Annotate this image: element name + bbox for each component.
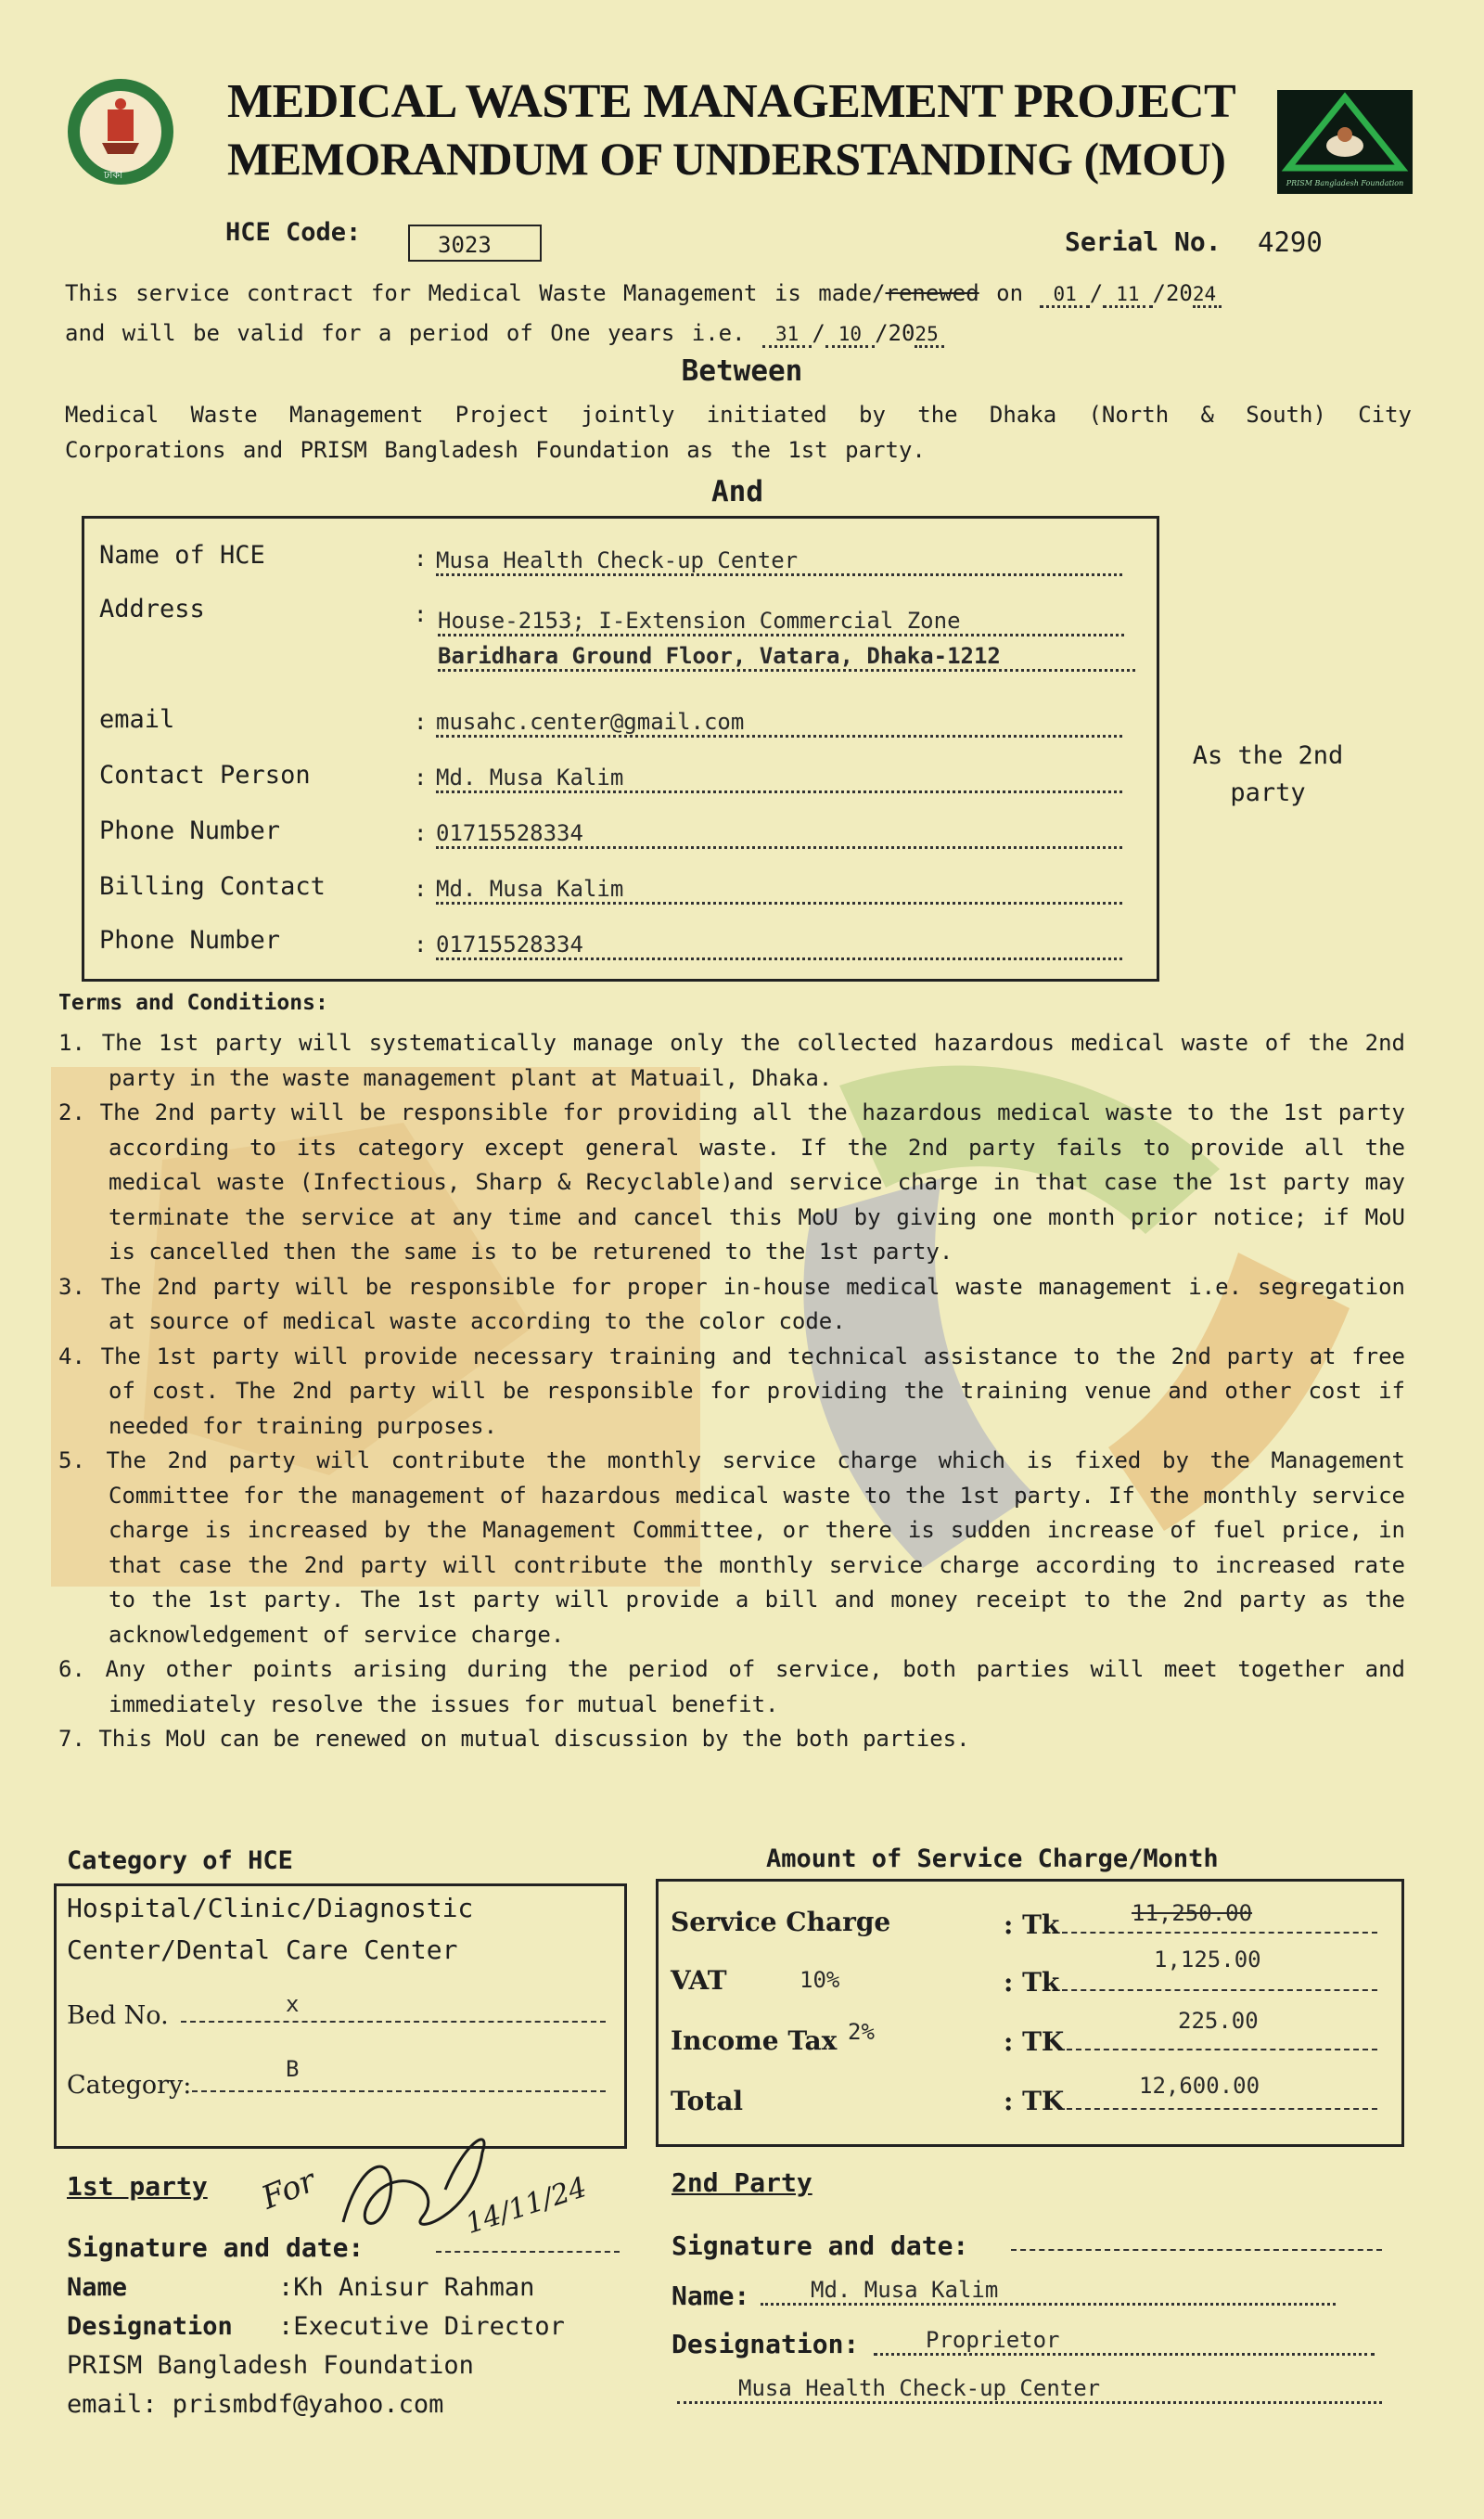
income-tax-amount: 225.00 — [1178, 2008, 1259, 2034]
contract-line2-text: and will be valid for a period of One years i.e. — [65, 320, 746, 346]
second-party-signature-line — [1011, 2249, 1382, 2251]
contact-person-label: Contact Person — [99, 761, 311, 790]
phone-label-2: Phone Number — [99, 926, 281, 955]
slash-2: / — [812, 320, 825, 346]
colon: : — [414, 876, 428, 902]
first-party-designation-label: Designation — [67, 2312, 233, 2341]
term-item-1: 1. The 1st party will systematically manage only the collected hazardous medical waste of the 2nd party in the waste management plant at Matuail, Dhaka. — [58, 1030, 1405, 1091]
bed-no-value: x — [286, 1991, 300, 2017]
vat-prefix: : Tk — [1004, 1967, 1060, 1998]
year-prefix-2: /20 — [875, 320, 915, 346]
valid-month: 10 — [825, 323, 875, 348]
income-tax-line — [1067, 2049, 1377, 2050]
valid-year: 25 — [915, 323, 943, 348]
term-item-3: 3. The 2nd party will be responsible for proper in-house medical waste management i.e. segregation at source of medical waste according to the color code. — [58, 1273, 1405, 1334]
phone-label: Phone Number — [99, 816, 281, 845]
terms-list — [58, 1026, 1405, 1757]
terms-heading: Terms and Conditions: — [58, 991, 328, 1015]
signature-for-text: For — [256, 2162, 321, 2217]
income-tax-rate: 2% — [848, 2019, 875, 2045]
renewed-strike: renewed — [885, 280, 979, 306]
term-item-6: 6. Any other points arising during the period of service, both parties will meet together and immediately resolve the issues for mutual benefit. — [58, 1656, 1405, 1717]
second-party-note: As the 2nd party — [1192, 741, 1344, 807]
category-type-line-2: Center/Dental Care Center — [67, 1934, 458, 1965]
colon: : — [414, 765, 428, 790]
second-party-designation-label: Designation: — [672, 2329, 860, 2359]
address-label: Address — [99, 595, 205, 623]
address-line-2: Baridhara Ground Floor, Vatara, Dhaka-1212 — [438, 643, 1135, 672]
slash-1: / — [1089, 280, 1104, 306]
category-type-line-1: Hospital/Clinic/Diagnostic — [67, 1893, 474, 1923]
phone-value-2: 01715528334 — [436, 932, 1122, 960]
serial-label: Serial No. — [1065, 226, 1222, 257]
seal-caption: ঢাকা — [104, 169, 123, 181]
second-party-designation-value: Proprietor — [874, 2327, 1375, 2356]
between-text: Medical Waste Management Project jointly initiated by the Dhaka (North & South) City Corporations and PRISM Bangladesh Foundation as the 1st party. — [65, 402, 1412, 463]
hce-name-label: Name of HCE — [99, 541, 265, 570]
colon: : — [414, 601, 428, 627]
income-tax-prefix: : TK — [1004, 2026, 1065, 2057]
hce-code-box — [408, 225, 542, 262]
email-label: email — [99, 705, 175, 734]
title-line-2: MEMORANDUM OF UNDERSTANDING (MOU) — [227, 133, 1226, 185]
billing-contact-value: Md. Musa Kalim — [436, 876, 1122, 905]
total-amount: 12,600.00 — [1139, 2073, 1260, 2099]
category-value: B — [286, 2056, 300, 2082]
hce-name-value: Musa Health Check-up Center — [436, 547, 1122, 576]
first-party-name-label: Name — [67, 2273, 128, 2302]
service-charge-prefix: : Tk — [1004, 1909, 1060, 1940]
category-line — [192, 2090, 606, 2092]
second-party-name-value: Md. Musa Kalim — [761, 2277, 1336, 2306]
phone-value: 01715528334 — [436, 820, 1122, 849]
vat-rate: 10% — [800, 1967, 840, 1993]
year-prefix-1: /20 — [1152, 280, 1193, 306]
contact-person-value: Md. Musa Kalim — [436, 765, 1122, 793]
category-label: Category: — [67, 2071, 192, 2100]
on-text: on — [996, 280, 1024, 306]
term-item-4: 4. The 1st party will provide necessary training and technical assistance to the 2nd party at free of cost. The 2nd party will be responsible for providing the training venue and other cost if needed for training purposes. — [58, 1343, 1405, 1439]
title-line-1: MEDICAL WASTE MANAGEMENT PROJECT — [227, 75, 1236, 128]
contract-line-2 — [65, 315, 944, 352]
first-party-heading: 1st party — [67, 2171, 208, 2202]
total-prefix: : TK — [1004, 2086, 1065, 2116]
colon: : — [414, 820, 428, 846]
vat-amount: 1,125.00 — [1154, 1947, 1261, 1973]
serial-value: 4290 — [1258, 226, 1323, 258]
term-item-7: 7. This MoU can be renewed on mutual discussion by the both parties. — [58, 1726, 970, 1752]
prism-logo — [1277, 90, 1413, 194]
first-party-email: email: prismbdf@yahoo.com — [67, 2390, 444, 2419]
made-day: 01 — [1040, 283, 1089, 308]
total-label: Total — [671, 2086, 744, 2116]
service-charge-label: Service Charge — [671, 1907, 891, 1937]
valid-day: 31 — [762, 323, 812, 348]
between-heading: Between — [681, 354, 803, 388]
first-party-designation-value: :Executive Director — [278, 2312, 565, 2341]
colon: : — [414, 932, 428, 957]
category-heading: Category of HCE — [67, 1846, 293, 1875]
first-party-signature-line — [436, 2251, 620, 2253]
hce-code-label: HCE Code: — [225, 218, 362, 247]
address-line-1: House-2153; I-Extension Commercial Zone — [438, 608, 1124, 636]
second-party-org-value: Musa Health Check-up Center — [677, 2375, 1382, 2404]
term-item-2: 2. The 2nd party will be responsible for providing all the hazardous medical waste to the 1st party according to its category except general waste. If the 2nd party fails to provide all the medical waste (Infectious, Sharp & Recyclable)and service charge in that case the 1st party may terminate the service at any time and cancel this MoU by giving one month prior notice; if MoU is cancelled then the same is to be returened to the 1st party. — [58, 1099, 1405, 1265]
total-line — [1067, 2108, 1377, 2110]
prism-triangle-icon — [1277, 90, 1413, 175]
service-charge-amount: 11,250.00 — [1132, 1900, 1253, 1926]
income-tax-label: Income Tax — [671, 2025, 838, 2056]
second-party-details-box — [82, 516, 1159, 982]
colon: : — [414, 709, 428, 735]
bed-no-label: Bed No. — [67, 2001, 169, 2030]
second-party-heading: 2nd Party — [672, 2167, 812, 2198]
term-item-5: 5. The 2nd party will contribute the monthly service charge which is fixed by the Management Committee for the management of hazardous medical waste to the 1st party. If the monthly service charge is increased by the Management Committee, or there is sudden increase of fuel price, in that case the 2nd party will contribute the monthly service charge according to increased rate to the 1st party. The 1st party will provide a bill and money receipt to the 2nd party as the acknowledgement of service charge. — [58, 1447, 1405, 1648]
vat-line — [1062, 1989, 1377, 1991]
charges-heading: Amount of Service Charge/Month — [766, 1844, 1219, 1873]
first-party-name-value: :Kh Anisur Rahman — [278, 2273, 535, 2302]
first-party-org: PRISM Bangladesh Foundation — [67, 2351, 474, 2380]
prism-logo-caption: PRISM Bangladesh Foundation — [1286, 179, 1404, 187]
vat-label: VAT — [671, 1965, 727, 1996]
first-party-signature-label: Signature and date: — [67, 2232, 365, 2263]
contract-line-1 — [65, 276, 1222, 312]
billing-contact-label: Billing Contact — [99, 872, 326, 901]
second-party-name-label: Name: — [672, 2281, 750, 2311]
bed-no-line — [181, 2021, 606, 2023]
made-year: 24 — [1193, 283, 1222, 308]
contract-line1-text: This service contract for Medical Waste Management is made/ — [65, 280, 886, 306]
service-charge-line — [1062, 1932, 1377, 1934]
first-party-signature-date: 14/11/24 — [461, 2171, 591, 2241]
colon: : — [414, 546, 428, 572]
hce-code-value: 3023 — [438, 232, 492, 258]
email-value: musahc.center@gmail.com — [436, 709, 1122, 738]
made-month: 11 — [1103, 283, 1152, 308]
and-heading: And — [711, 475, 763, 508]
second-party-signature-label: Signature and date: — [672, 2230, 969, 2261]
